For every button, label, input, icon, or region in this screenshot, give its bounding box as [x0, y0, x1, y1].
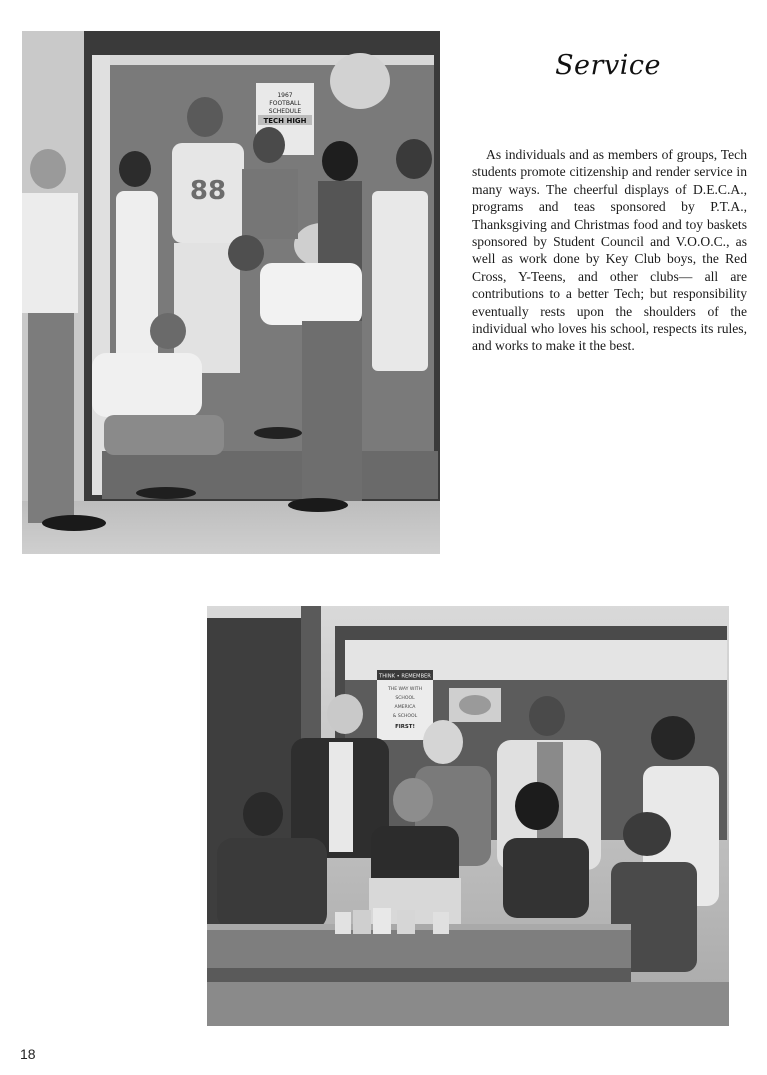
svg-text:AMERICA: AMERICA [394, 705, 416, 710]
body-paragraph: As individuals and as members of groups, Tech students promote citizenship and render service in many ways. The cheerful displays of D.E.C.A., programs and teas sponsored by P.T.A., Thanksgiving and Christmas food and toy baskets sponsored by Student Council and V.O.O.C., as well as work done by Key Club boys, the Red Cross, Y-Teens, and other clubs— all are contributions to a better Tech; but responsibility eventually rests upon the shoulders of the individual who loves his school, respects its rules, and works to make it the best. [472, 147, 747, 354]
page-number: 18 [20, 1046, 36, 1062]
photo-display-case [22, 31, 440, 554]
svg-text:SCHEDULE: SCHEDULE [268, 108, 302, 115]
table [207, 924, 631, 968]
svg-text:SCHOOL: SCHOOL [395, 696, 415, 701]
photo-students-food-drive-image [207, 606, 729, 1026]
svg-text:88: 88 [189, 176, 227, 206]
svg-text:FOOTBALL: FOOTBALL [269, 100, 301, 107]
svg-text:& SCHOOL: & SCHOOL [392, 714, 418, 719]
photo-display-case-image [22, 31, 440, 554]
svg-text:TECH HIGH: TECH HIGH [263, 117, 307, 125]
photo-students-food-drive [207, 606, 729, 1026]
svg-text:1967: 1967 [277, 92, 293, 99]
page-title: Service [555, 50, 661, 81]
svg-text:FIRST!: FIRST! [395, 724, 415, 730]
svg-text:THINK • REMEMBER: THINK • REMEMBER [379, 673, 431, 680]
svg-text:THE WAY WITH: THE WAY WITH [387, 687, 423, 692]
